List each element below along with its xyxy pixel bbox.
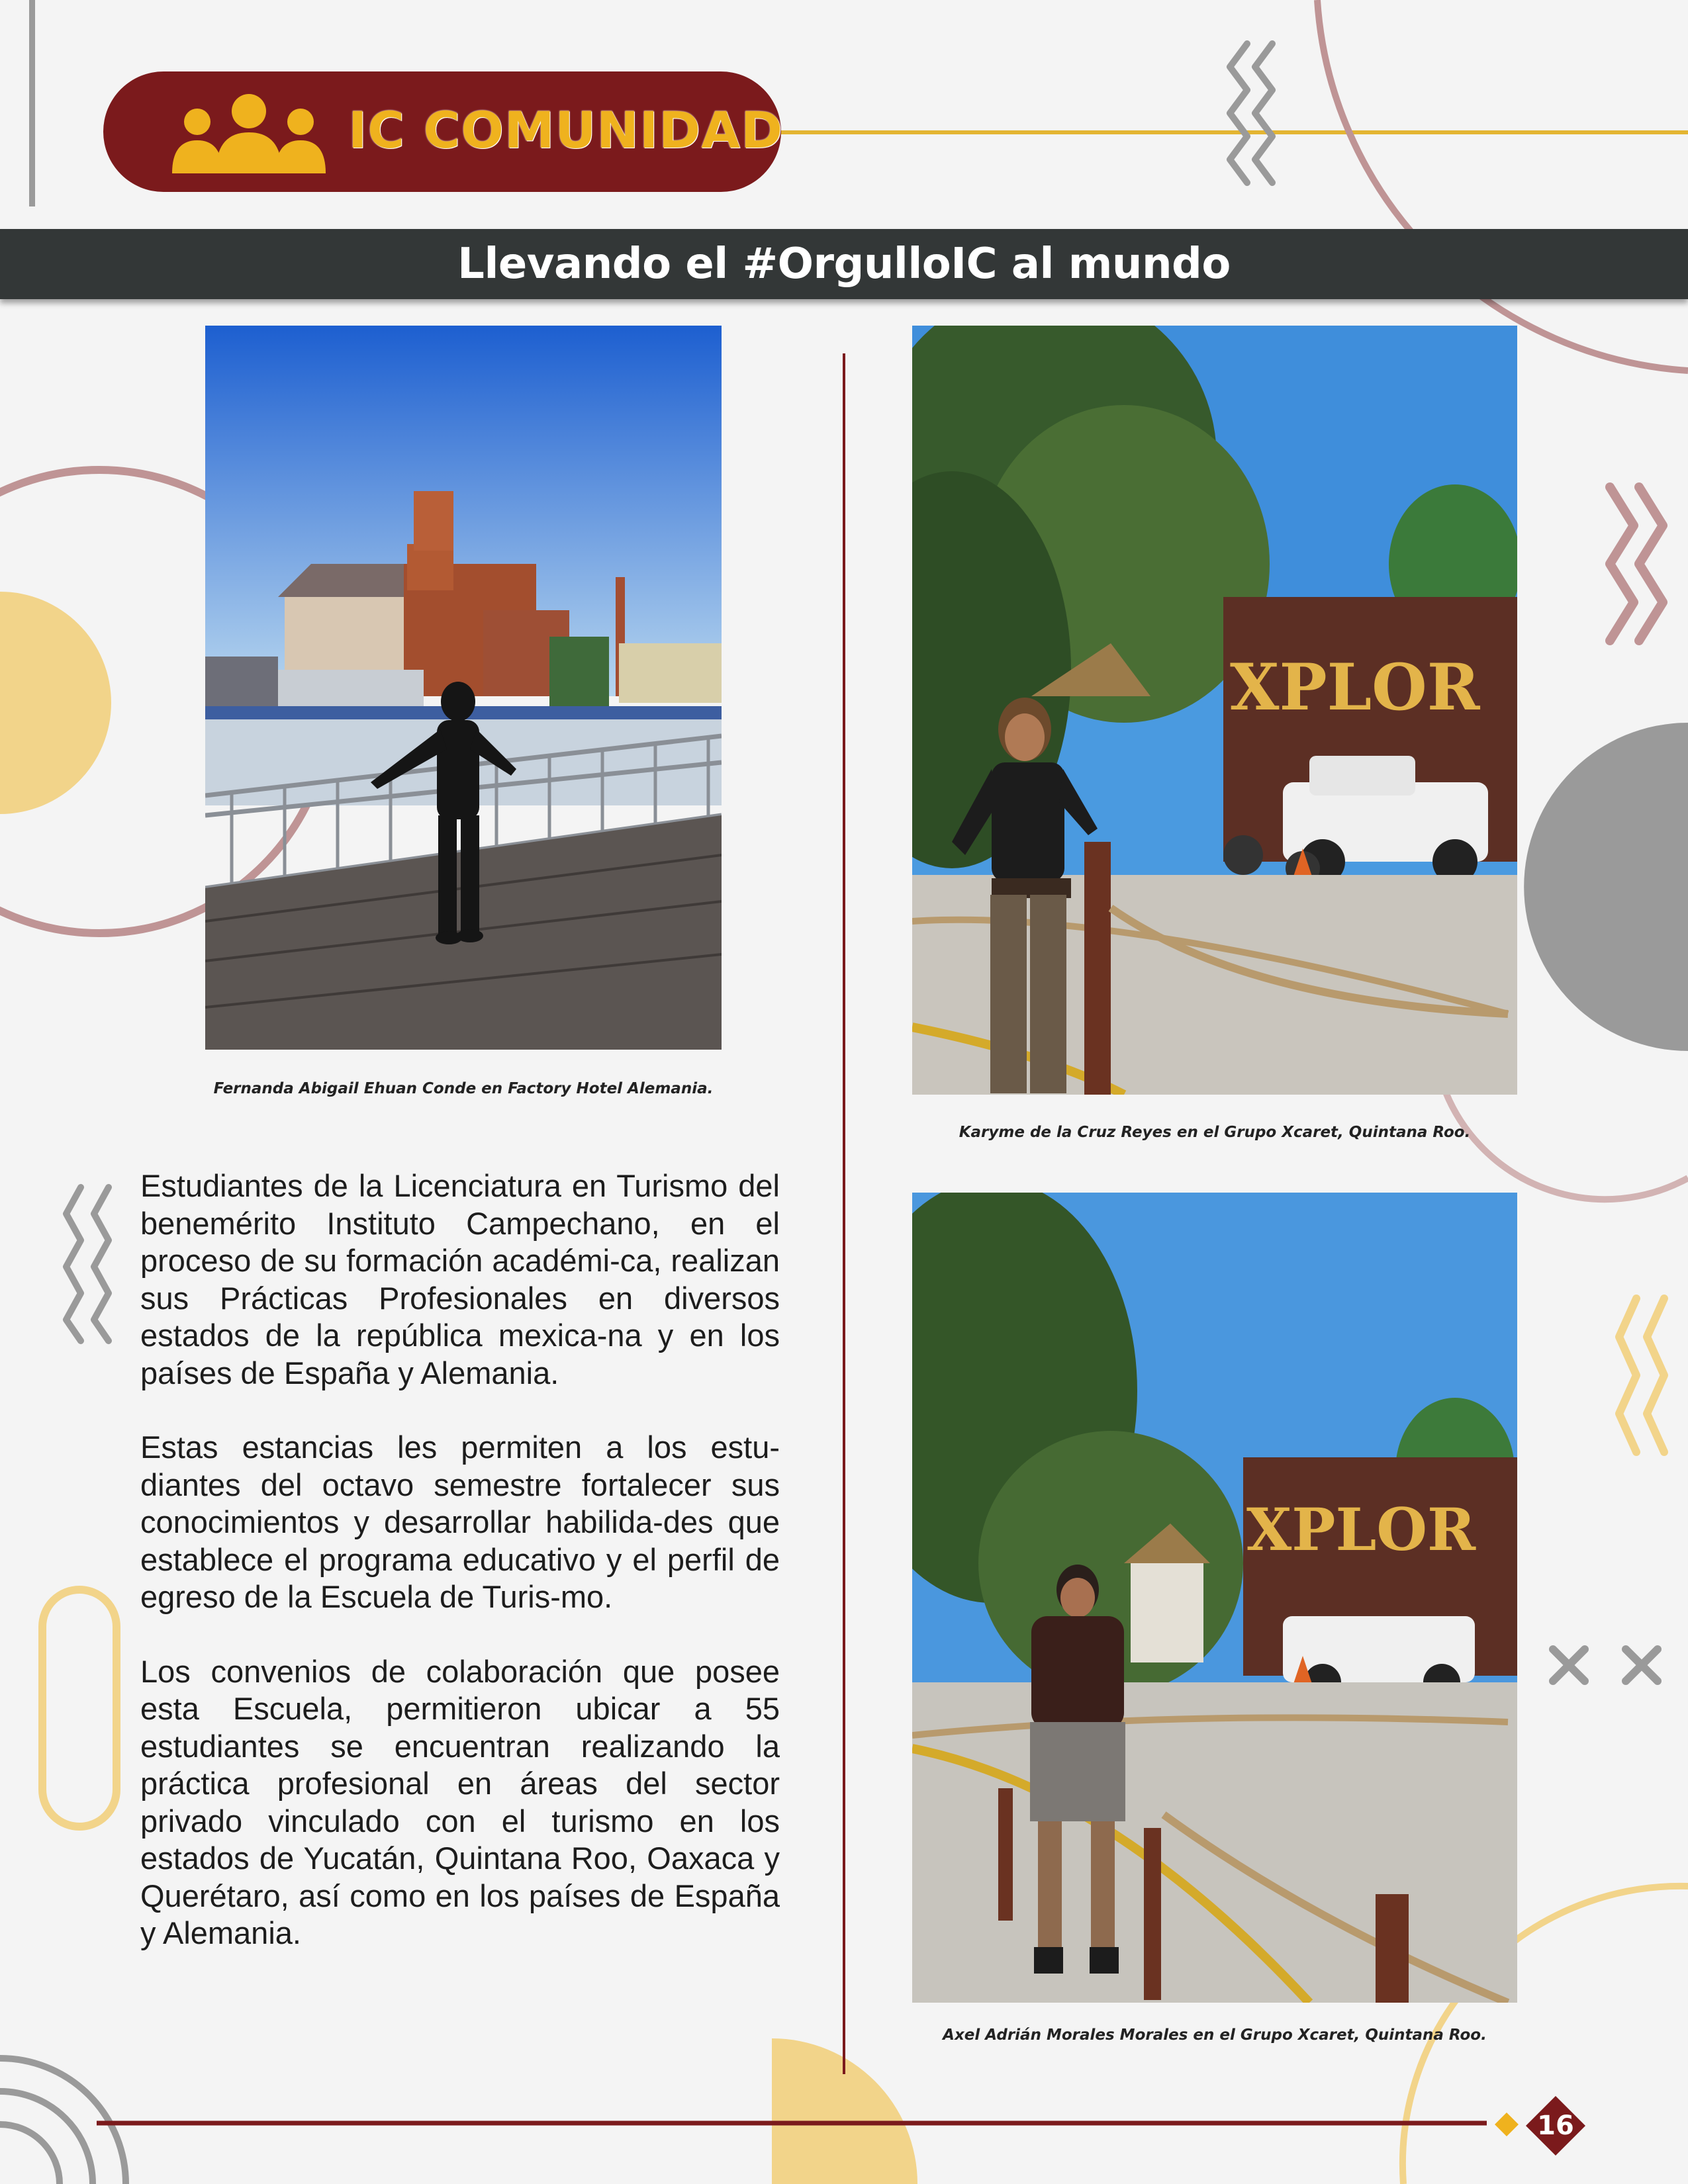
gold-diamond-icon xyxy=(1493,2111,1520,2138)
photo-caption-1: Fernanda Abigail Ehuan Conde en Factory Hotel Alemania. xyxy=(213,1080,714,1097)
photo-caption-2: Karyme de la Cruz Reyes en el Grupo Xcaret, Quintana Roo. xyxy=(959,1124,1471,1141)
article-paragraph: Estas estancias les permiten a los estu-diantes del octavo semestre fortalecer sus conocimientos y desarrollar habilida-des que establece el programa educativo y el perfil de egreso de la Escuela de Turis-mo. xyxy=(140,1430,780,1614)
article-paragraph: Los convenios de colaboración que posee esta Escuela, permitieron ubicar a 55 estudiantes se encuentran realizando la práctica profesional en áreas del sector privado vinculado con el turismo en los estados de Yucatán, Quintana Roo, Oaxaca y Querétaro, así como en los países de España y Alemania. xyxy=(140,1653,780,1950)
headline: Llevando el #OrgulloIC al mundo xyxy=(457,240,1231,289)
xplor-sign: XPLOR xyxy=(1246,1495,1476,1564)
photo-caption-3: Axel Adrián Morales Morales en el Grupo Xcaret, Quintana Roo. xyxy=(943,2026,1487,2044)
photo-factory-hotel xyxy=(205,326,722,1050)
people-group-icon xyxy=(169,91,328,173)
section-title: IC COMUNIDAD xyxy=(348,101,784,159)
article-paragraph: Estudiantes de la Licenciatura en Turismo del benemérito Instituto Campechano, en el proceso de su formación académi-ca, realizan sus Prácticas Profesionales en diversos estados de la república mexica-na y en los países de España y Alemania. xyxy=(140,1168,780,1390)
article-body xyxy=(140,1167,780,1989)
photo-xcaret-axel xyxy=(912,1193,1517,2003)
section-header-pill xyxy=(103,71,784,192)
page-number: 16 xyxy=(1537,2111,1574,2141)
photo-xcaret-karyme xyxy=(912,326,1517,1095)
xplor-sign: XPLOR xyxy=(1230,650,1480,725)
page-number-badge xyxy=(1526,2096,1585,2156)
headline-bar xyxy=(0,229,1688,299)
